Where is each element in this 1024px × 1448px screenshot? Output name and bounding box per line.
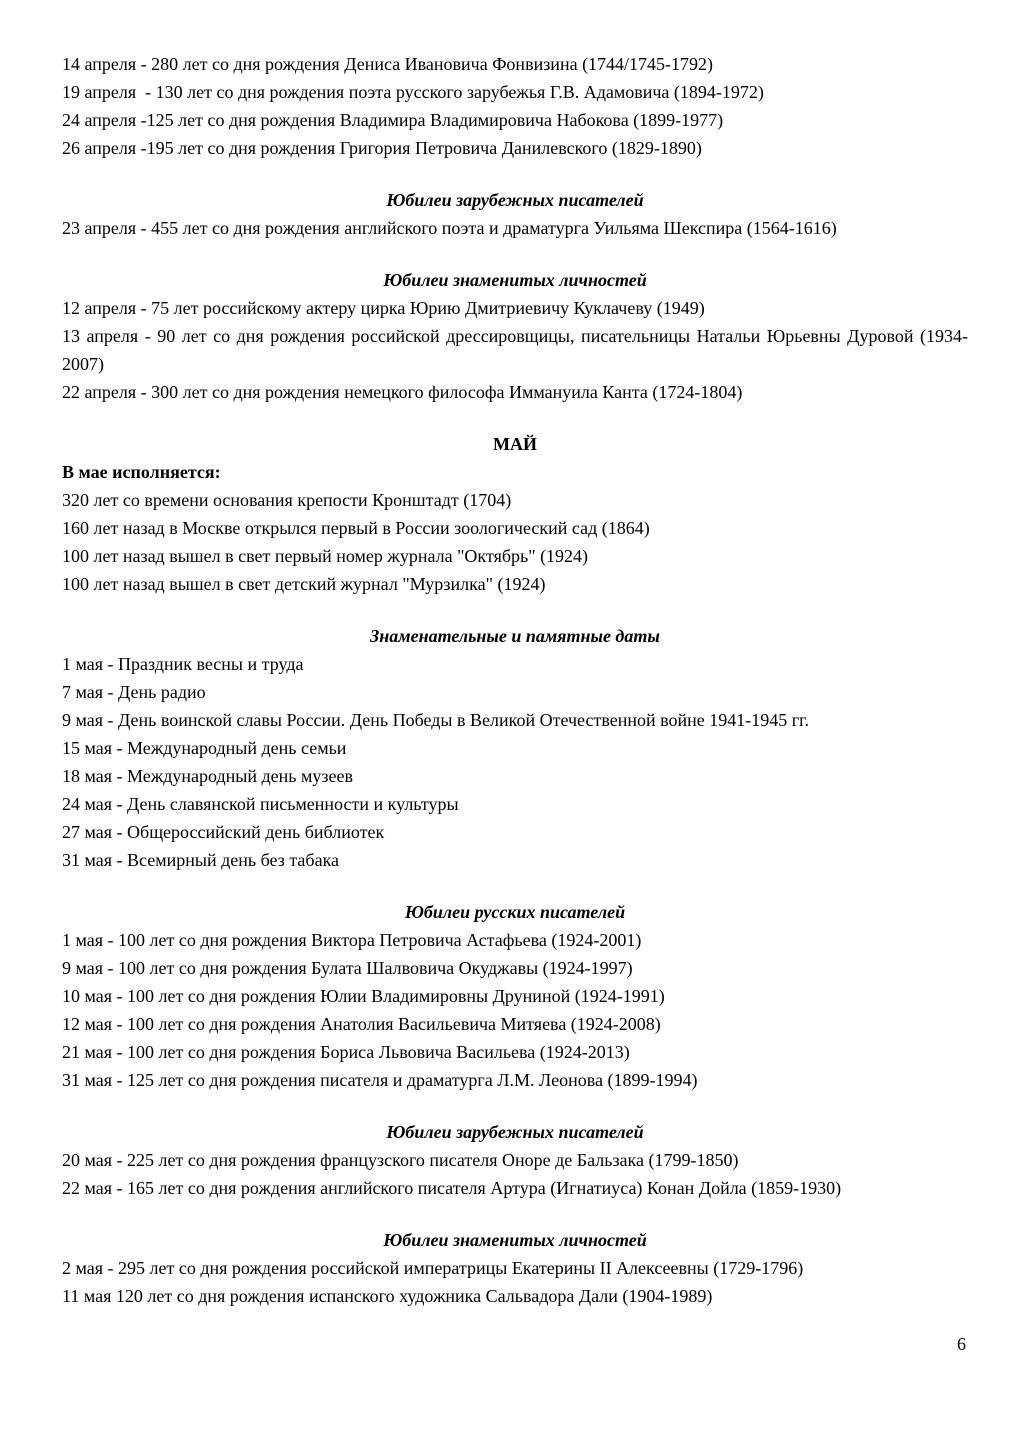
text-line: 13 апреля - 90 лет со дня рождения российской дрессировщицы, писательницы Натальи Юрьевны Дуровой (1934-2007) [62, 326, 968, 374]
text-line: 18 мая - Международный день музеев [62, 766, 353, 786]
text-line: 100 лет назад вышел в свет первый номер журнала "Октябрь" (1924) [62, 546, 589, 566]
text-line: 14 апреля - 280 лет со дня рождения Дениса Ивановича Фонвизина (1744/1745-1792) [62, 54, 714, 74]
text-line: 31 мая - 125 лет со дня рождения писателя и драматурга Л.М. Леонова (1899-1994) [62, 1070, 698, 1090]
document-section [62, 622, 968, 874]
text-line: 19 апреля - 130 лет со дня рождения поэта русского зарубежья Г.В. Адамовича (1894-1972) [62, 82, 764, 102]
document-section [62, 50, 968, 162]
text-line: 21 мая - 100 лет со дня рождения Бориса Львовича Васильева (1924-2013) [62, 1042, 630, 1062]
text-line: 24 апреля -125 лет со дня рождения Владимира Владимировича Набокова (1899-1977) [62, 110, 724, 130]
text-line: 31 мая - Всемирный день без табака [62, 850, 340, 870]
month-heading: МАЙ [493, 434, 537, 454]
text-line: 7 мая - День радио [62, 682, 206, 702]
page-number: 6 [957, 1334, 966, 1354]
document-section [62, 430, 968, 598]
text-line: 9 мая - День воинской славы России. День Победы в Великой Отечественной войне 1941-1945 гг. [62, 710, 809, 730]
text-line: 27 мая - Общероссийский день библиотек [62, 822, 385, 842]
section-heading: Юбилеи зарубежных писателей [386, 1122, 644, 1142]
text-line: 12 мая - 100 лет со дня рождения Анатолия Васильевича Митяева (1924-2008) [62, 1014, 661, 1034]
text-line: 24 мая - День славянской письменности и культуры [62, 794, 459, 814]
text-line: 2 мая - 295 лет со дня рождения российской императрицы Екатерины II Алексеевны (1729-1796) [62, 1258, 804, 1278]
text-line: 22 мая - 165 лет со дня рождения английского писателя Артура (Игнатиуса) Конан Дойла (1859-1930) [62, 1178, 842, 1198]
section-heading: Юбилеи знаменитых личностей [383, 1230, 647, 1250]
text-line: 9 мая - 100 лет со дня рождения Булата Шалвовича Окуджавы (1924-1997) [62, 958, 633, 978]
section-heading: Юбилеи знаменитых личностей [383, 270, 647, 290]
section-heading: Юбилеи зарубежных писателей [386, 190, 644, 210]
text-line: 100 лет назад вышел в свет детский журнал "Мурзилка" (1924) [62, 574, 546, 594]
document-section [62, 266, 968, 406]
text-line: 11 мая 120 лет со дня рождения испанского художника Сальвадора Дали (1904-1989) [62, 1286, 713, 1306]
text-line: 20 мая - 225 лет со дня рождения французского писателя Оноре де Бальзака (1799-1850) [62, 1150, 739, 1170]
text-line: 15 мая - Международный день семьи [62, 738, 347, 758]
text-line: 23 апреля - 455 лет со дня рождения английского поэта и драматурга Уильяма Шекспира (1564-1616) [62, 218, 837, 238]
section-lead: В мае исполняется: [62, 462, 221, 482]
section-heading: Знаменательные и памятные даты [370, 626, 660, 646]
text-line: 1 мая - Праздник весны и труда [62, 654, 304, 674]
document-section [62, 1118, 968, 1202]
section-heading: Юбилеи русских писателей [404, 902, 626, 922]
text-line: 26 апреля -195 лет со дня рождения Григория Петровича Данилевского (1829-1890) [62, 138, 702, 158]
document-section [62, 1226, 968, 1310]
text-line: 12 апреля - 75 лет российскому актеру цирка Юрию Дмитриевичу Куклачеву (1949) [62, 298, 705, 318]
text-line: 320 лет со времени основания крепости Кронштадт (1704) [62, 490, 512, 510]
text-line: 10 мая - 100 лет со дня рождения Юлии Владимировны Друниной (1924-1991) [62, 986, 665, 1006]
text-line: 1 мая - 100 лет со дня рождения Виктора Петровича Астафьева (1924-2001) [62, 930, 642, 950]
document-body [62, 50, 968, 1310]
text-line: 160 лет назад в Москве открылся первый в России зоологический сад (1864) [62, 518, 650, 538]
document-section [62, 898, 968, 1094]
text-line: 22 апреля - 300 лет со дня рождения немецкого философа Иммануила Канта (1724-1804) [62, 382, 743, 402]
document-section [62, 186, 968, 242]
